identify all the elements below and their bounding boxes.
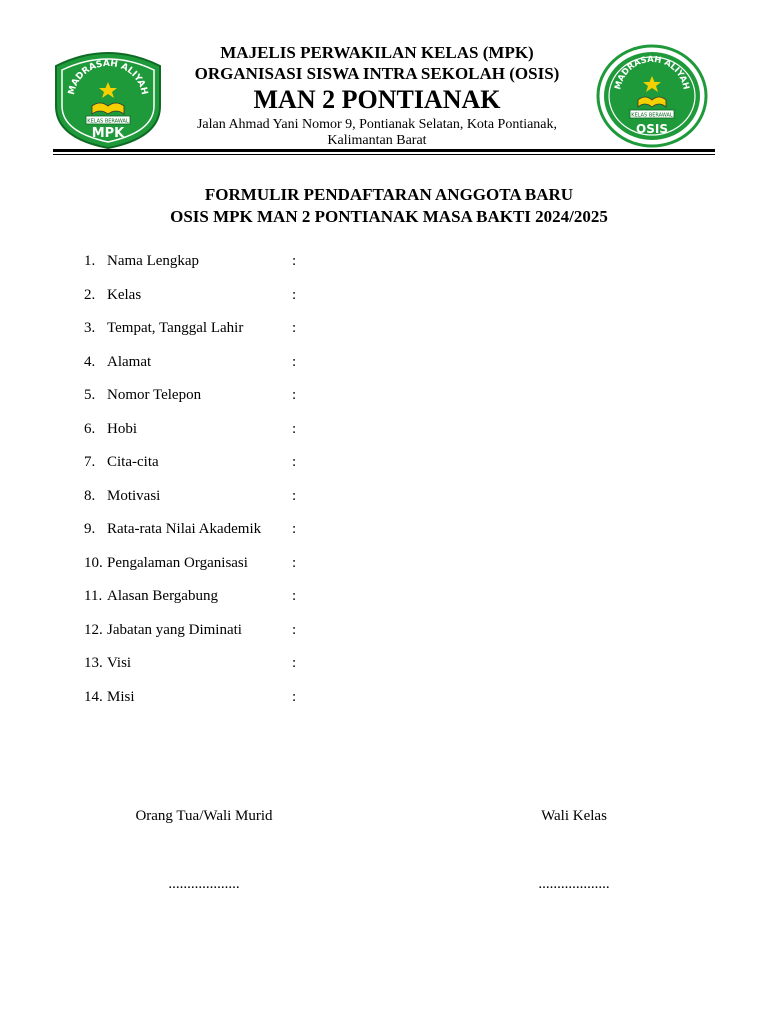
field-number: 3. bbox=[84, 320, 96, 336]
logo-left-arc-text: MADRASAH ALIYAH bbox=[67, 58, 149, 96]
field-colon: : bbox=[292, 253, 297, 269]
form-field-row bbox=[84, 385, 684, 419]
field-label: Misi bbox=[107, 688, 135, 705]
form-field-row bbox=[84, 586, 684, 620]
form-fields bbox=[84, 251, 684, 720]
field-colon: : bbox=[292, 688, 297, 705]
logo-right-arc-text: MADRASAH ALIYAH bbox=[613, 54, 691, 91]
homeroom-teacher-signature-line: ................... bbox=[538, 876, 610, 892]
parent-signature-label: Orang Tua/Wali Murid bbox=[135, 808, 273, 824]
form-title-line1: FORMULIR PENDAFTARAN ANGGOTA BARU bbox=[204, 185, 574, 204]
field-number: 10. bbox=[84, 554, 103, 571]
mpk-emblem-icon bbox=[52, 46, 164, 150]
logo-left-ribbon: KELAS BERAWAL bbox=[87, 118, 129, 125]
header-divider-thick bbox=[53, 149, 715, 152]
form-field-row bbox=[84, 318, 684, 352]
letterhead bbox=[160, 42, 594, 149]
field-colon: : bbox=[292, 454, 297, 470]
field-label: Kelas bbox=[107, 286, 142, 303]
field-number: 4. bbox=[84, 353, 96, 370]
form-title bbox=[0, 184, 768, 228]
form-field-row bbox=[84, 519, 684, 553]
field-colon: : bbox=[292, 588, 297, 604]
field-label: Jabatan yang Diminati bbox=[107, 621, 242, 638]
field-colon: : bbox=[292, 353, 297, 370]
field-number: 5. bbox=[84, 387, 96, 403]
form-field-row bbox=[84, 251, 684, 285]
form-field-row bbox=[84, 352, 684, 386]
field-number: 2. bbox=[84, 286, 96, 303]
address-line2: Kalimantan Barat bbox=[327, 133, 427, 148]
field-colon: : bbox=[292, 487, 297, 504]
field-colon: : bbox=[292, 554, 297, 571]
osis-emblem-icon bbox=[596, 44, 708, 148]
osis-logo bbox=[596, 44, 708, 148]
field-colon: : bbox=[292, 320, 297, 336]
field-label: Cita-cita bbox=[107, 454, 159, 470]
field-label: Pengalaman Organisasi bbox=[107, 554, 248, 571]
form-field-row bbox=[84, 285, 684, 319]
field-number: 7. bbox=[84, 454, 96, 470]
form-field-row bbox=[84, 419, 684, 453]
school-name: MAN 2 PONTIANAK bbox=[253, 85, 501, 114]
field-colon: : bbox=[292, 655, 297, 671]
form-field-row bbox=[84, 620, 684, 654]
field-number: 12. bbox=[84, 621, 103, 638]
address-line1: Jalan Ahmad Yani Nomor 9, Pontianak Selatan, Kota Pontianak, bbox=[196, 117, 558, 132]
field-number: 9. bbox=[84, 521, 96, 537]
field-colon: : bbox=[292, 387, 297, 403]
field-colon: : bbox=[292, 420, 297, 437]
logo-left-bottom: MPK bbox=[91, 126, 125, 141]
logo-right-bottom: OSIS bbox=[636, 122, 668, 136]
mpk-logo bbox=[52, 46, 164, 150]
form-field-row bbox=[84, 553, 684, 587]
field-colon: : bbox=[292, 621, 297, 638]
parent-signature-line: ................... bbox=[168, 876, 240, 892]
header-divider-thin bbox=[53, 154, 715, 155]
field-label: Alasan Bergabung bbox=[107, 588, 218, 604]
field-number: 6. bbox=[84, 420, 96, 437]
field-colon: : bbox=[292, 521, 297, 537]
field-label: Alamat bbox=[107, 353, 152, 370]
form-field-row bbox=[84, 452, 684, 486]
form-field-row bbox=[84, 486, 684, 520]
field-label: Nomor Telepon bbox=[107, 387, 202, 403]
field-number: 11. bbox=[84, 588, 103, 604]
field-label: Tempat, Tanggal Lahir bbox=[107, 320, 244, 336]
field-number: 13. bbox=[84, 655, 103, 671]
field-label: Nama Lengkap bbox=[107, 253, 200, 269]
field-label: Rata-rata Nilai Akademik bbox=[107, 521, 262, 537]
field-number: 1. bbox=[84, 253, 96, 269]
homeroom-teacher-signature-label: Wali Kelas bbox=[541, 808, 607, 824]
field-number: 8. bbox=[84, 487, 96, 504]
form-title-line2: OSIS MPK MAN 2 PONTIANAK MASA BAKTI 2024/2025 bbox=[170, 207, 608, 226]
field-number: 14. bbox=[84, 688, 103, 705]
field-label: Hobi bbox=[107, 420, 137, 437]
letterhead-line2: ORGANISASI SISWA INTRA SEKOLAH (OSIS) bbox=[194, 64, 560, 83]
field-label: Visi bbox=[107, 655, 132, 671]
logo-right-ribbon: KELAS BERAWAL bbox=[631, 112, 673, 119]
form-field-row bbox=[84, 653, 684, 687]
form-field-row bbox=[84, 687, 684, 721]
field-label: Motivasi bbox=[107, 487, 161, 504]
letterhead-line1: MAJELIS PERWAKILAN KELAS (MPK) bbox=[220, 43, 534, 62]
field-colon: : bbox=[292, 286, 297, 303]
